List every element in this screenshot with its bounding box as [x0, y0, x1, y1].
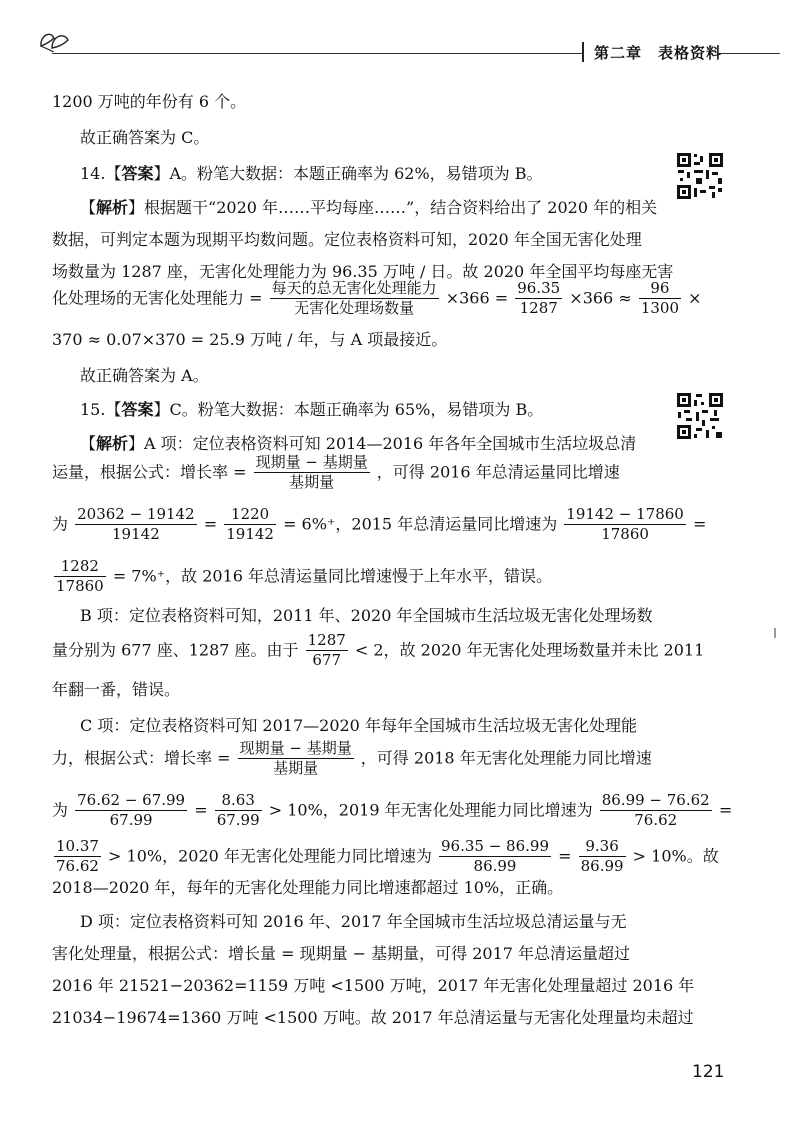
- text-line: 1200 万吨的年份有 6 个。: [52, 92, 247, 111]
- q14-explanation-line: 【解析】根据题干“2020 年……平均每座……”，结合资料给出了 2020 年的相关: [80, 198, 658, 217]
- formula-line: $\frac{10.37}{76.62}$ > 10%，2020 年无害化处理能力同比增速为 $\frac{96.35 - 86.99}{86.99}$ = $\frac{9.36}{86.99}$ > 10%。故: [56, 837, 719, 875]
- fraction: $\frac{76.62 - 67.99}{67.99}$: [77, 791, 186, 829]
- text-line: D 项：定位表格资料可知 2016 年、2017 年全国城市生活垃圾总清运量与无: [80, 912, 627, 931]
- qr-code-icon[interactable]: [676, 152, 724, 200]
- formula-line: 量分别为 677 座、1287 座。由于 $\frac{1287}{677}$ < 2，故 2020 年无害化处理场数量并未比 2011: [52, 631, 705, 669]
- text-line: 年翻一番，错误。: [52, 680, 181, 699]
- conclusion-line: 故正确答案为 A。: [80, 366, 209, 385]
- header-rule-left: [52, 53, 584, 54]
- margin-mark: [774, 628, 776, 638]
- text-line: 场数量为 1287 座，无害化处理能力为 96.35 万吨 / 日。故 2020 年全国平均每座无害: [52, 262, 674, 281]
- fraction: $\frac{19142 - 17860}{17860}$: [566, 505, 684, 543]
- header-separator: [582, 42, 584, 62]
- formula-line: 运量，根据公式：增长率 = 现期量 − 基期量 基期量 ，可得 2016 年总清运量同比增速: [52, 453, 620, 491]
- q14-formula-line: 化处理场的无害化处理能力 = 每天的总无害化处理能力 无害化处理场数量 ×366 = $\frac{96.35}{1287}$ ×366 ≈ $\frac{96}{1300}$ ×: [52, 279, 702, 317]
- text-line: 数据，可判定本题为现期平均数问题。定位表格资料可知，2020 年全国无害化处理: [52, 230, 642, 249]
- fraction: $\frac{96.35 - 86.99}{86.99}$: [441, 837, 550, 875]
- fraction: $\frac{20362 - 19142}{19142}$: [77, 505, 195, 543]
- fraction: $\frac{96.35}{1287}$: [517, 279, 561, 317]
- chapter-label: 第二章: [594, 44, 643, 62]
- fraction: 现期量 − 基期量 基期量: [239, 739, 352, 777]
- formula-line: 为 $\frac{20362 - 19142}{19142}$ = $\frac{1220}{19142}$ = 6%⁺，2015 年总清运量同比增速为 $\frac{19142 - 17860}{17860}$ =: [52, 505, 707, 543]
- fraction: 每天的总无害化处理能力 无害化处理场数量: [271, 279, 437, 317]
- formula-line: 为 $\frac{76.62 - 67.99}{67.99}$ = $\frac{8.63}{67.99}$ > 10%，2019 年无害化处理能力同比增速为 $\frac{86.99 - 76.62}{76.62}$ =: [52, 791, 733, 829]
- text-line: 害化处理量，根据公式：增长量 = 现期量 − 基期量，可得 2017 年总清运量超过: [52, 944, 631, 963]
- text-line: 370 ≈ 0.07×370 = 25.9 万吨 / 年，与 A 项最接近。: [52, 330, 448, 349]
- fraction: $\frac{96}{1300}$: [640, 279, 679, 317]
- text-line: 21034−19674=1360 万吨 <1500 万吨。故 2017 年总清运量与无害化处理量均未超过: [52, 1008, 694, 1027]
- fraction: 现期量 − 基期量 基期量: [255, 453, 368, 491]
- fraction: $\frac{9.36}{86.99}$: [580, 837, 624, 875]
- text-line: 2018—2020 年，每年的无害化处理能力同比增速都超过 10%，正确。: [52, 878, 564, 897]
- q15-explanation-line: 【解析】A 项：定位表格资料可知 2014—2016 年各年全国城市生活垃圾总清: [80, 434, 637, 453]
- q15-answer-line: 15.【答案】C。粉笔大数据：本题正确率为 65%，易错项为 B。: [80, 400, 544, 419]
- fraction: $\frac{1287}{677}$: [307, 631, 346, 669]
- conclusion-line: 故正确答案为 C。: [80, 128, 210, 147]
- text-line: 2016 年 21521−20362=1159 万吨 <1500 万吨，2017 年无害化处理量超过 2016 年: [52, 976, 695, 995]
- running-header: [594, 42, 738, 63]
- page-number: 121: [692, 1062, 725, 1082]
- text-line: B 项：定位表格资料可知，2011 年、2020 年全国城市生活垃圾无害化处理场数: [80, 606, 653, 625]
- fraction: $\frac{10.37}{76.62}$: [56, 837, 99, 875]
- fraction: $\frac{8.63}{67.99}$: [216, 791, 260, 829]
- q14-answer-line: 14.【答案】A。粉笔大数据：本题正确率为 62%，易错项为 B。: [80, 164, 543, 183]
- formula-line: $\frac{1282}{17860}$ = 7%⁺，故 2016 年总清运量同比增速慢于上年水平，错误。: [56, 557, 553, 595]
- qr-code-icon[interactable]: [676, 392, 724, 440]
- fraction: $\frac{86.99 - 76.62}{76.62}$: [601, 791, 710, 829]
- text-line: C 项：定位表格资料可知 2017—2020 年每年全国城市生活垃圾无害化处理能: [80, 716, 637, 735]
- leaf-logo-icon: [38, 26, 72, 52]
- header-rule-right: [720, 53, 780, 54]
- fraction: $\frac{1220}{19142}$: [226, 505, 274, 543]
- fraction: $\frac{1282}{17860}$: [56, 557, 104, 595]
- section-label: 表格资料: [658, 44, 723, 62]
- formula-line: 力，根据公式：增长率 = 现期量 − 基期量 基期量 ，可得 2018 年无害化处理能力同比增速: [52, 739, 652, 777]
